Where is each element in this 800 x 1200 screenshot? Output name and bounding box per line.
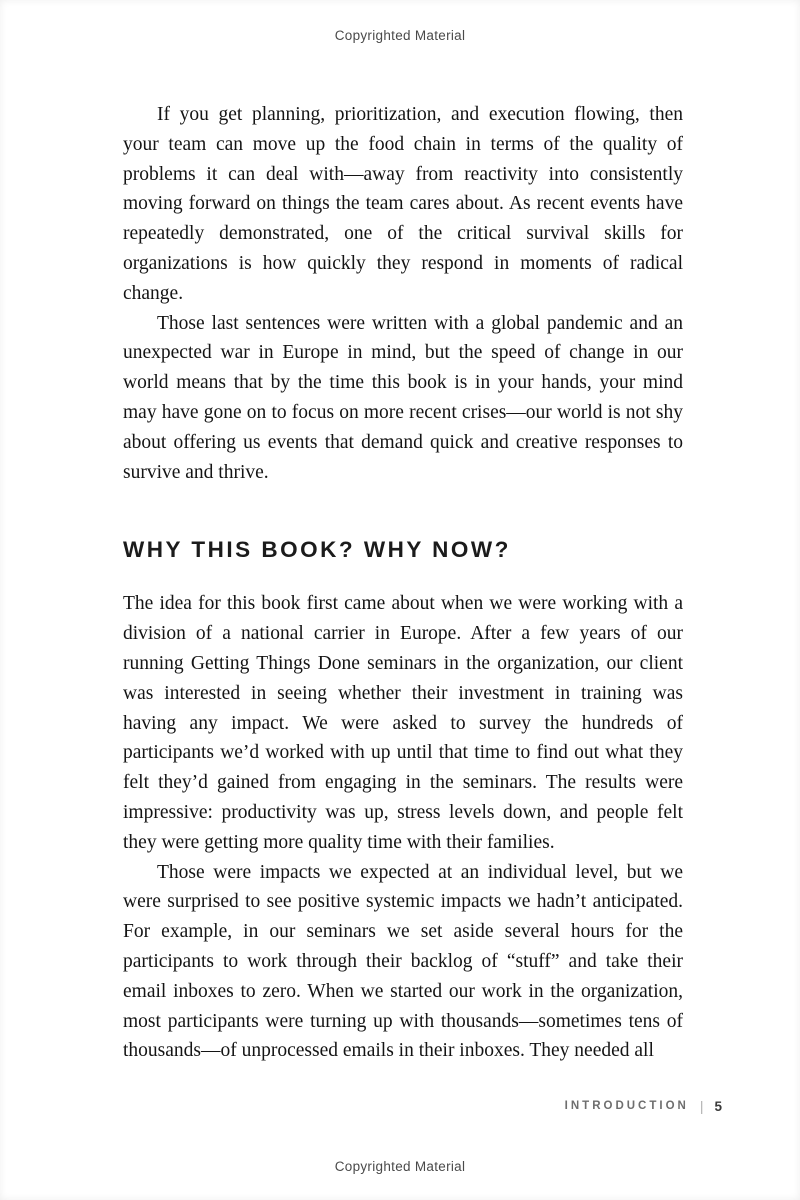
chapter-label: INTRODUCTION	[564, 1100, 689, 1112]
footer-separator: |	[699, 1098, 704, 1114]
page-number: 5	[714, 1098, 723, 1114]
paragraph: The idea for this book first came about when we were working with a division of a national carrier in Europe. After a few years of our running Getting Things Done seminars in the organization, our client was interested in seeing whether their investment in training was having any impact. We were asked to survey the hundreds of participants we’d worked with up until that time to find out what they felt they’d gained from engaging in the seminars. The results were impressive: productivity was up, stress levels down, and people felt they were getting more quality time with their families.	[123, 593, 683, 853]
paragraph: If you get planning, prioritization, and execution flowing, then your team can move up the food chain in terms of the quality of problems it can deal with—away from reactivity into consistently moving forward on things the team cares about. As recent events have repeatedly demonstrated, one of the critical survival skills for organizations is how quickly they respond in moments of radical change.	[123, 104, 683, 304]
section-heading: WHY THIS BOOK? WHY NOW?	[123, 537, 511, 563]
copyright-notice-bottom: Copyrighted Material	[334, 1159, 466, 1174]
page-footer	[565, 1098, 723, 1114]
page-body	[123, 100, 683, 1066]
paragraph: Those were impacts we expected at an individual level, but we were surprised to see positive systemic impacts we hadn’t anticipated. For example, in our seminars we set aside several hours for the participants to work through their backlog of “stuff” and take their email inboxes to zero. When we started our work in the organization, most participants were turning up with thousands—sometimes tens of thousands—of unprocessed emails in their inboxes. They needed all	[123, 861, 683, 1062]
copyright-notice-top: Copyrighted Material	[334, 28, 466, 43]
paragraph: Those last sentences were written with a global pandemic and an unexpected war in Europe in mind, but the speed of change in our world means that by the time this book is in your hands, your mind may have gone on to focus on more recent crises—our world is not shy about offering us events that demand quick and creative responses to survive and thrive.	[123, 312, 683, 483]
